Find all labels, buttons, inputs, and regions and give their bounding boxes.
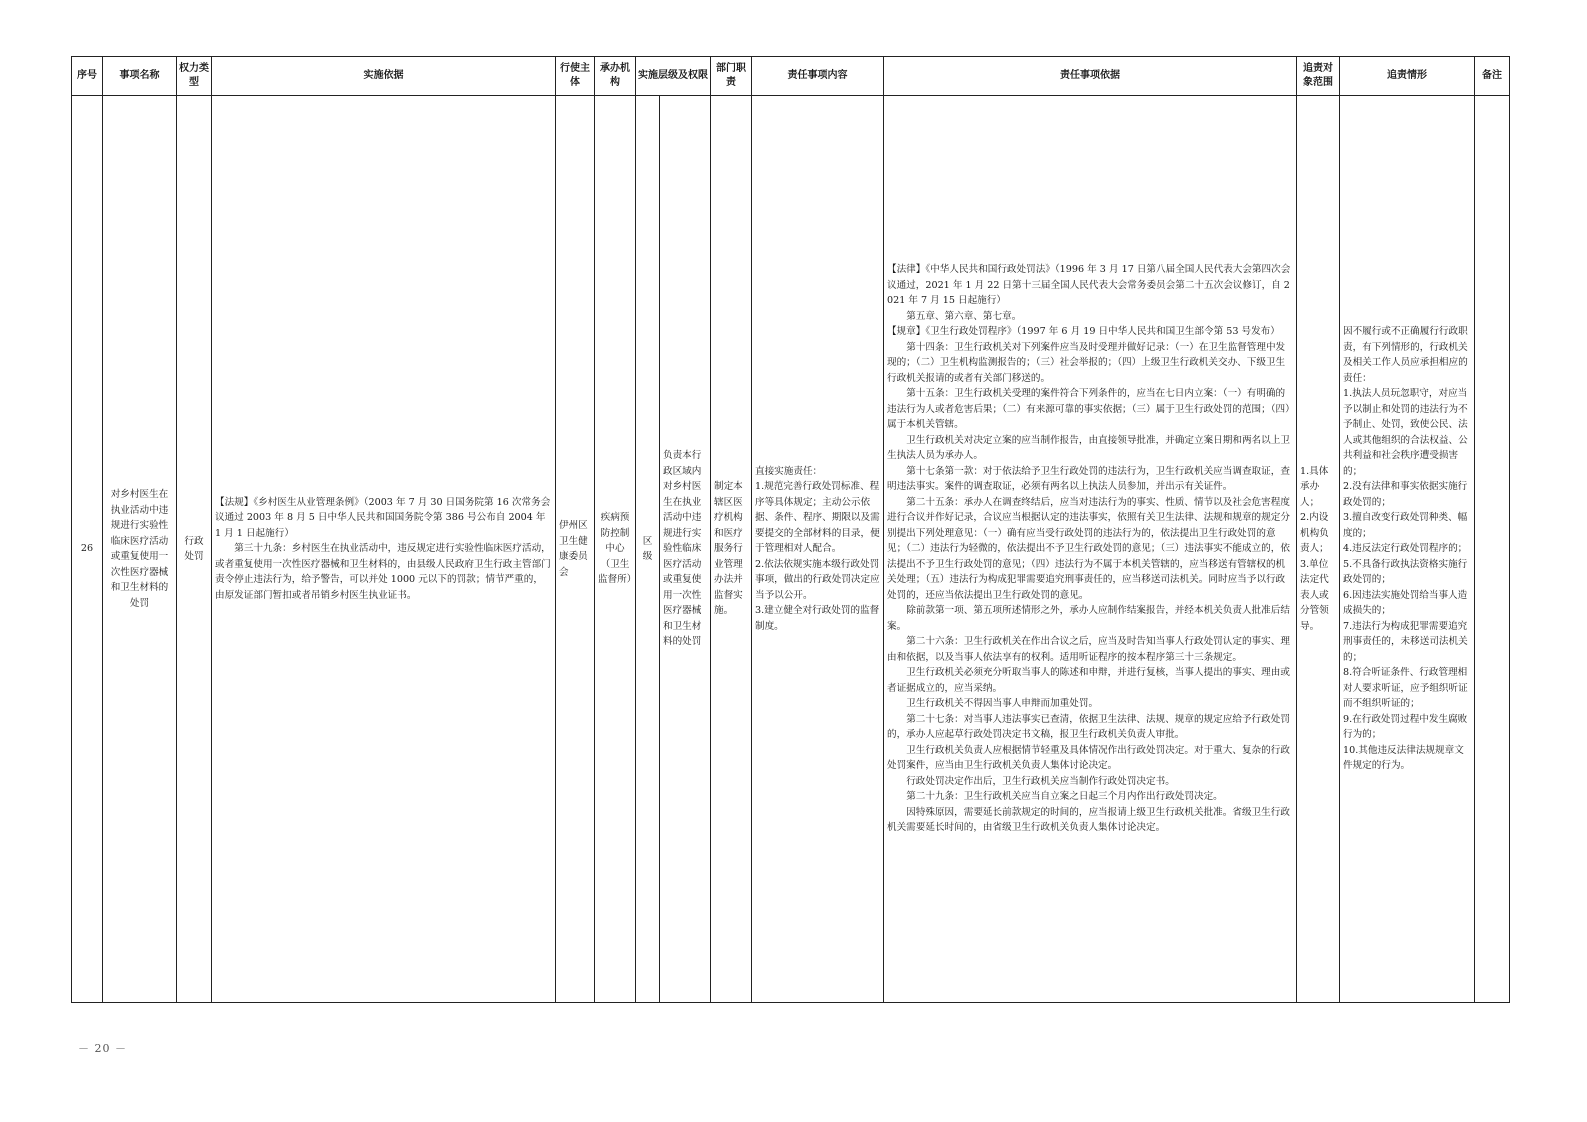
header-remark: 备注: [1475, 57, 1510, 96]
cell-resp-content: [752, 96, 884, 1003]
page-number: － 20 －: [78, 1042, 127, 1055]
scope-item: 1.具体承办人；: [1300, 465, 1329, 508]
cell-accountability-cases: [1340, 96, 1475, 1003]
cell-remark: [1475, 96, 1510, 1003]
basis-source: 【法规】《乡村医生从业管理条例》（2003 年 7 月 30 日国务院第 16 次常务会议通过 2003 年 8 月 5 日中华人民共和国国务院令第 386 号公布自 2004 年 1 月 1 日起施行）: [215, 496, 551, 539]
accountability-case-item: 9.在行政处罚过程中发生腐败行为的；: [1343, 713, 1468, 741]
resp-basis-paragraph: 卫生行政机关不得因当事人申辩而加重处罚。: [906, 698, 1099, 710]
cell-duty: 制定本辖区医疗机构和医疗服务行业管理办法并监督实施。: [711, 96, 752, 1003]
accountability-case-item: 10.其他违反法律法规规章文件规定的行为。: [1343, 744, 1464, 772]
resp-basis-paragraph: 卫生行政机关负责人应根据情节轻重及具体情况作出行政处罚决定。对于重大、复杂的行政处罚案件，应当由卫生行政机关负责人集体讨论决定。: [887, 744, 1290, 772]
header-accountability-cases: 追责情形: [1340, 57, 1475, 96]
cell-level: 区级: [636, 96, 660, 1003]
header-row: [72, 57, 1510, 96]
resp-basis-paragraph: 因特殊原因，需要延长前款规定的时间的，应当报请上级卫生行政机关批准。省级卫生行政机关需要延长时间的，由省级卫生行政机关负责人集体讨论决定。: [887, 806, 1290, 834]
header-resp-content: 责任事项内容: [752, 57, 884, 96]
cell-power-type: 行政处罚: [177, 96, 212, 1003]
header-duty: 部门职责: [711, 57, 752, 96]
accountability-case-item: 6.因违法实施处罚给当事人造成损失的；: [1343, 589, 1468, 617]
accountability-case-item: 2.没有法律和事实依据实施行政处罚的；: [1343, 481, 1468, 508]
header-basis: 实施依据: [212, 57, 556, 96]
cell-resp-basis: [884, 96, 1297, 1003]
cell-level-detail: 负责本行政区域内对乡村医生在执业活动中违规进行实验性临床医疗活动或重复使用一次性医疗器械和卫生材料的处罚: [660, 96, 711, 1003]
resp-basis-paragraph: 【规章】《卫生行政处罚程序》（1997 年 6 月 19 日中华人民共和国卫生部令第 53 号发布）: [887, 326, 1280, 338]
cell-item-name: 对乡村医生在执业活动中违规进行实验性临床医疗活动或重复使用一次性医疗器械和卫生材料的处罚: [103, 96, 177, 1003]
header-handler: 承办机构: [595, 57, 636, 96]
accountability-case-item: 7.违法行为构成犯罪需要追究刑事责任的，未移送司法机关的；: [1343, 620, 1468, 663]
resp-basis-paragraph: 除前款第一项、第五项所述情形之外，承办人应制作结案报告，并经本机关负责人批准后结案。: [887, 605, 1290, 632]
resp-basis-paragraph: 第二十六条：卫生行政机关在作出合议之后，应当及时告知当事人行政处罚认定的事实、理由和依据，以及当事人依法享有的权利。适用听证程序的按本程序第三十三条规定。: [887, 636, 1290, 663]
cell-handler: 疾病预防控制中心（卫生监督所）: [595, 96, 636, 1003]
resp-basis-paragraph: 第五章、第六章、第七章。: [906, 310, 1022, 322]
resp-content-item: 1.规范完善行政处罚标准、程序等具体规定；主动公示依据、条件、程序、期限以及需要提交的全部材料的目录，便于管理相对人配合。: [755, 481, 880, 555]
resp-basis-paragraph: 【法律】《中华人民共和国行政处罚法》（1996 年 3 月 17 日第八届全国人民代表大会第四次会议通过，2021 年 1 月 22 日第十三届全国人民代表大会常务委员会第二十五次会议修订，自 2021 年 7 月 15 日起施行）: [887, 264, 1291, 307]
header-power-type: 权力类型: [177, 57, 212, 96]
cell-seq: 26: [72, 96, 103, 1003]
header-item-name: 事项名称: [103, 57, 177, 96]
accountability-case-item: 因不履行或不正确履行行政职责，有下列情形的，行政机关及相关工作人员应承担相应的责任：: [1343, 326, 1468, 384]
header-seq: 序号: [72, 57, 103, 96]
resp-basis-paragraph: 第十七条第一款：对于依法给予卫生行政处罚的违法行为，卫生行政机关应当调查取证，查明违法事实。案件的调查取证，必须有两名以上执法人员参加，并出示有关证件。: [887, 465, 1290, 493]
resp-basis-paragraph: 第二十九条：卫生行政机关应当自立案之日起三个月内作出行政处罚决定。: [906, 791, 1223, 803]
header-accountability-scope: 追责对象范围: [1297, 57, 1340, 96]
cell-accountability-scope: [1297, 96, 1340, 1003]
scope-item: 3.单位法定代表人或分管领导。: [1300, 558, 1329, 632]
header-level: 实施层级及权限: [636, 57, 711, 96]
basis-article: 第三十九条：乡村医生在执业活动中，违反规定进行实验性临床医疗活动，或者重复使用一次性医疗器械和卫生材料的，由县级人民政府卫生行政主管部门责令停止违法行为，给予警告，可以并处 1000 元以下的罚款；情节严重的，由原发证部门暂扣或者吊销乡村医生执业证书。: [215, 543, 551, 601]
accountability-case-item: 1.执法人员玩忽职守，对应当予以制止和处罚的违法行为不予制止、处罚，致使公民、法人或其他组织的合法权益、公共利益和社会秩序遭受损害的；: [1343, 388, 1468, 477]
accountability-case-item: 8.符合听证条件、行政管理相对人要求听证，应予组织听证而不组织听证的；: [1343, 667, 1468, 710]
header-resp-basis: 责任事项依据: [884, 57, 1297, 96]
resp-basis-paragraph: 行政处罚决定作出后，卫生行政机关应当制作行政处罚决定书。: [906, 775, 1175, 787]
resp-basis-paragraph: 第十五条：卫生行政机关受理的案件符合下列条件的，应当在七日内立案：（一）有明确的违法行为人或者危害后果；（二）有来源可靠的事实依据；（三）属于卫生行政处罚的范围；（四）属于本机关管辖。: [887, 388, 1290, 431]
scope-item: 2.内设机构负责人；: [1300, 512, 1329, 555]
resp-basis-paragraph: 卫生行政机关必须充分听取当事人的陈述和申辩，并进行复核，当事人提出的事实、理由或者证据成立的，应当采纳。: [887, 667, 1290, 694]
accountability-case-item: 5.不具备行政执法资格实施行政处罚的；: [1343, 558, 1468, 586]
resp-content-item: 2.依法依规实施本级行政处罚事项，做出的行政处罚决定应当予以公开。: [755, 558, 880, 601]
accountability-case-item: 3.擅自改变行政处罚种类、幅度的；: [1343, 512, 1468, 539]
table-row: [72, 96, 1510, 1003]
resp-content-item: 直接实施责任：: [755, 465, 823, 477]
authority-responsibility-table: [71, 56, 1510, 1003]
resp-basis-paragraph: 第二十七条：对当事人违法事实已查清，依据卫生法律、法规、规章的规定应给予行政处罚的，承办人应起草行政处罚决定书文稿，报卫生行政机关负责人审批。: [887, 713, 1290, 741]
resp-basis-paragraph: 第二十五条：承办人在调查终结后，应当对违法行为的事实、性质、情节以及社会危害程度进行合议并作好记录，合议应当根据认定的违法事实，依照有关卫生法律、法规和规章的规定分别提出下列处理意见：（一）确有应当受行政处罚的违法行为的，依法提出卫生行政处罚的意见；（二）违法行为轻微的，依法提出不予卫生行政处罚的意见；（三）违法事实不能成立的，依法提出不予卫生行政处罚的意见；（四）违法行为不属于本机关管辖的，应当移送有管辖权的机关处理；（五）违法行为构成犯罪需要追究刑事责任的，应当移送司法机关。同时应当予以行政处罚的，还应当依法提出卫生行政处罚的意见。: [887, 496, 1290, 601]
cell-subject: 伊州区卫生健康委员会: [556, 96, 595, 1003]
resp-basis-paragraph: 第十四条：卫生行政机关对下列案件应当及时受理并做好记录：（一）在卫生监督管理中发现的；（二）卫生机构监测报告的；（三）社会举报的；（四）上级卫生行政机关交办、下级卫生行政机关报请的或者有关部门移送的。: [887, 341, 1286, 384]
resp-content-item: 3.建立健全对行政处罚的监督制度。: [755, 605, 880, 632]
header-subject: 行使主体: [556, 57, 595, 96]
accountability-case-item: 4.违反法定行政处罚程序的；: [1343, 543, 1468, 555]
resp-basis-paragraph: 卫生行政机关对决定立案的应当制作报告，由直接领导批准，并确定立案日期和两名以上卫生执法人员为承办人。: [887, 434, 1290, 462]
cell-basis: [212, 96, 556, 1003]
